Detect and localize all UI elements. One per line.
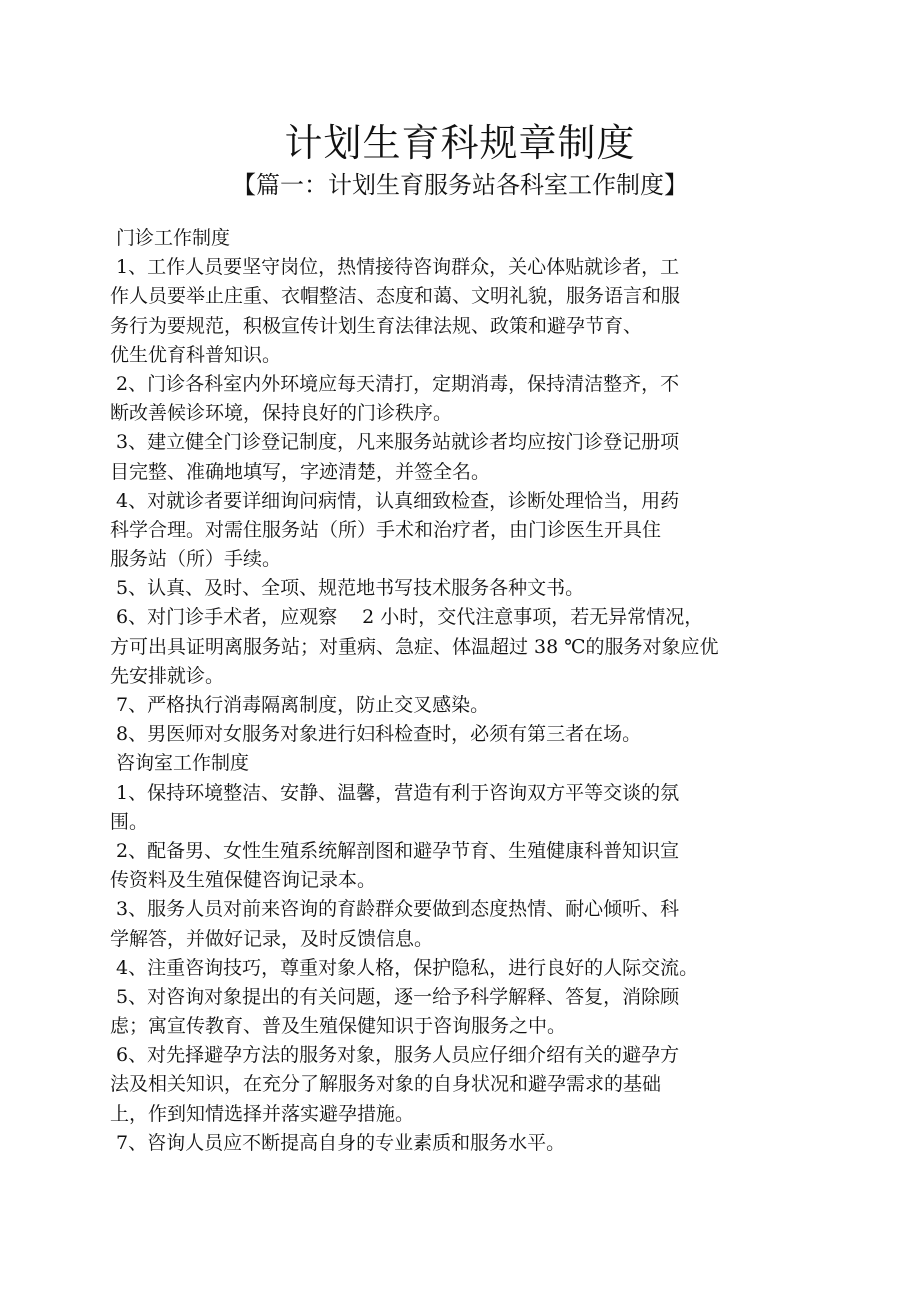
text-line: 围。 (110, 810, 149, 833)
text-line: 传资料及生殖保健咨询记录本。 (110, 869, 377, 892)
document-subtitle: 【篇一：计划生育服务站各科室工作制度】 (232, 171, 688, 199)
text-line: 目完整、准确地填写，字迹清楚，并签全名。 (110, 460, 491, 483)
text-line: 先安排就诊。 (110, 664, 225, 687)
text-line: 5、对咨询对象提出的有关问题，逐一给予科学解释、答复，消除顾 (116, 985, 680, 1008)
document-body (110, 224, 800, 1158)
text-line: 门诊工作制度 (116, 227, 231, 249)
text-line: 5、认真、及时、全项、规范地书写技术服务各种文书。 (116, 577, 585, 600)
text-line: 4、对就诊者要详细询问病情，认真细致检查，诊断处理恰当，用药 (116, 489, 680, 512)
text-line: 6、对门诊手术者，应观察 2 小时，交代注意事项，若无异常情况， (116, 606, 704, 629)
document-title: 计划生育科规章制度 (284, 121, 636, 165)
text-line: 咨询室工作制度 (116, 752, 250, 775)
text-line: 7、咨询人员应不断提高自身的专业素质和服务水平。 (116, 1131, 566, 1154)
text-line: 3、建立健全门诊登记制度，凡来服务站就诊者均应按门诊登记册项 (116, 431, 680, 454)
text-line: 1、保持环境整洁、安静、温馨，营造有利于咨询双方平等交谈的氛 (116, 781, 680, 804)
text-line: 6、对先择避孕方法的服务对象，服务人员应仔细介绍有关的避孕方 (116, 1044, 680, 1067)
text-line: 1、工作人员要坚守岗位，热情接待咨询群众，关心体贴就诊者，工 (116, 256, 680, 279)
text-line: 上，作到知情选择并落实避孕措施。 (110, 1102, 415, 1125)
text-line: 断改善候诊环境，保持良好的门诊秩序。 (110, 402, 453, 425)
text-line: 优生优育科普知识。 (110, 343, 282, 366)
text-line: 科学合理。对需住服务站（所）手术和治疗者，由门诊医生开具住 (110, 518, 662, 541)
text-line: 务行为要规范，积极宣传计划生育法律法规、政策和避孕节育、 (110, 314, 643, 337)
text-line: 8、男医师对女服务对象进行妇科检查时，必须有第三者在场。 (116, 723, 642, 746)
text-line: 方可出具证明离服务站；对重病、急症、体温超过 38 ℃的服务对象应优 (110, 635, 719, 658)
text-line: 虑；寓宣传教育、普及生殖保健知识于咨询服务之中。 (110, 1015, 567, 1038)
text-line: 作人员要举止庄重、衣帽整洁、态度和蔼、文明礼貌，服务语言和服 (110, 285, 681, 308)
text-line: 法及相关知识，在充分了解服务对象的自身状况和避孕需求的基础 (110, 1073, 662, 1096)
text-line: 2、门诊各科室内外环境应每天清打，定期消毒，保持清洁整齐，不 (116, 372, 680, 395)
text-line: 学解答，并做好记录，及时反馈信息。 (110, 927, 434, 950)
text-line: 3、服务人员对前来咨询的育龄群众要做到态度热情、耐心倾听、科 (116, 898, 680, 921)
text-line: 4、注重咨询技巧，尊重对象人格，保护隐私，进行良好的人际交流。 (116, 956, 699, 979)
text-line: 2、配备男、女性生殖系统解剖图和避孕节育、生殖健康科普知识宣 (116, 839, 680, 862)
text-line: 服务站（所）手续。 (110, 548, 282, 571)
text-line: 7、严格执行消毒隔离制度，防止交叉感染。 (116, 694, 490, 716)
